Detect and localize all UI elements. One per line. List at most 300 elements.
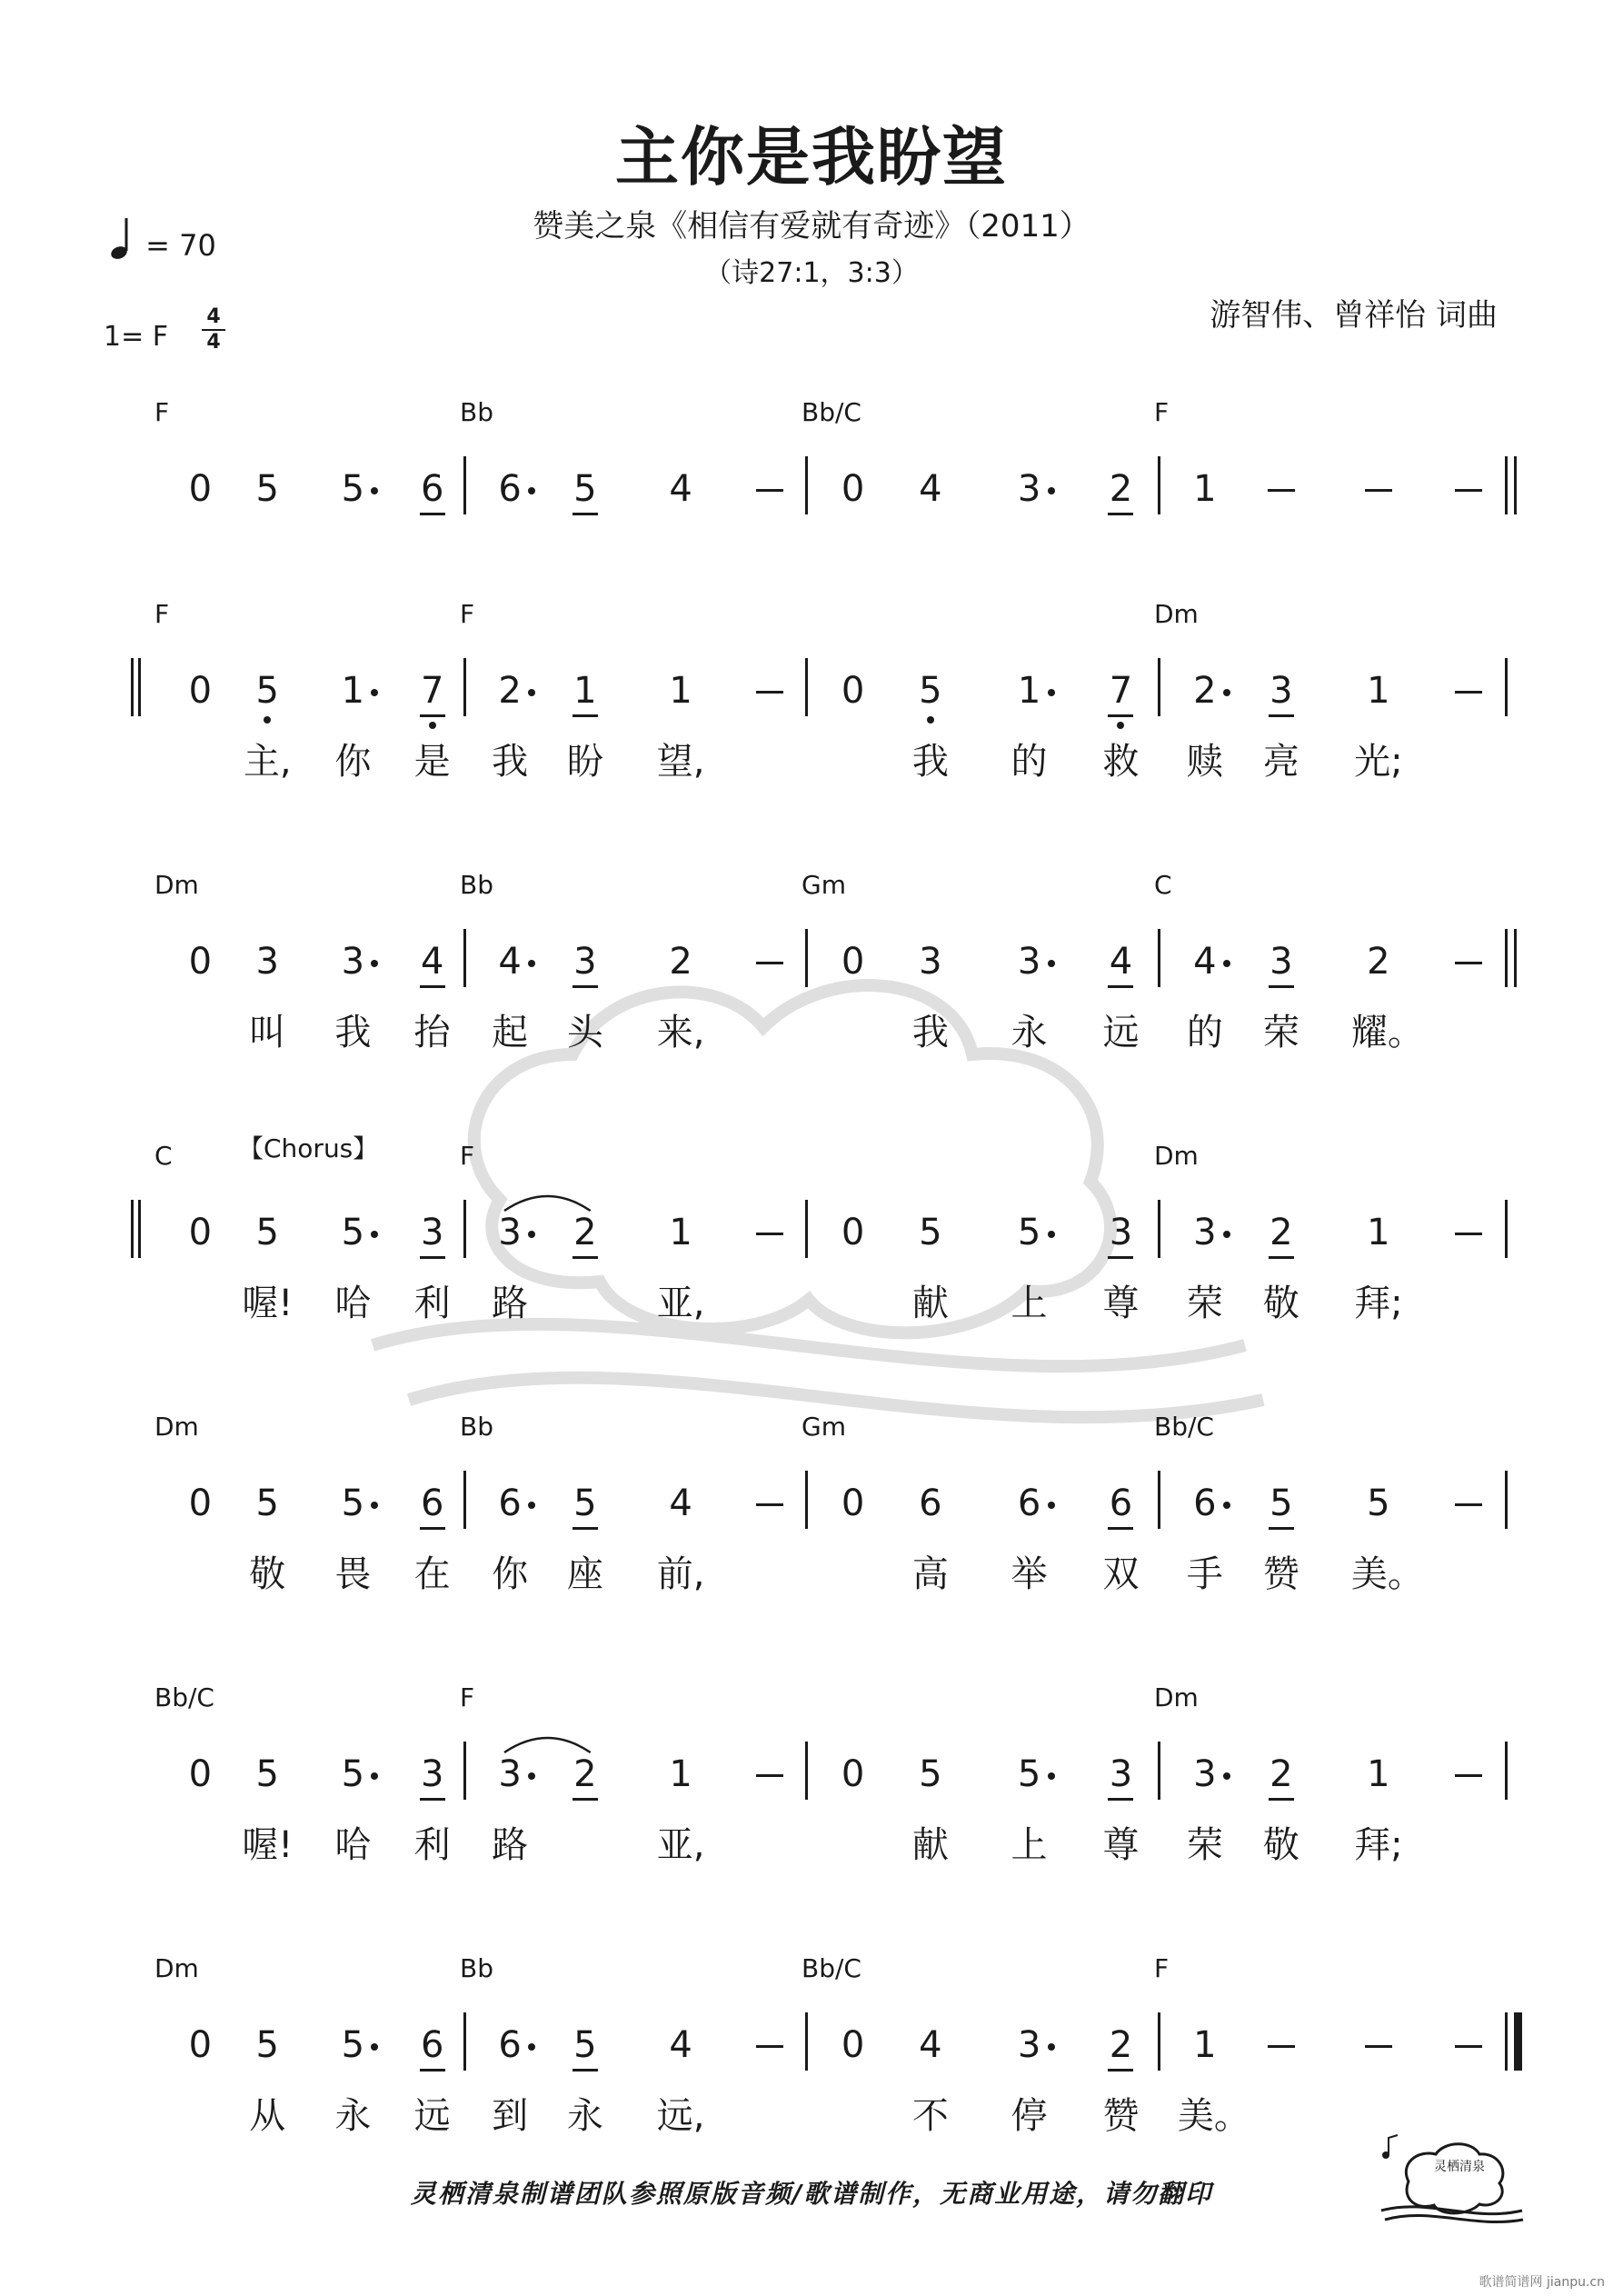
barline xyxy=(463,658,466,716)
sustain-dash xyxy=(1365,489,1392,492)
lyric-syllable: 拜; xyxy=(1354,1824,1403,1866)
note: 3 xyxy=(573,943,598,980)
chord-symbol: Bb xyxy=(460,870,493,900)
lyric-syllable: 永 xyxy=(1011,1012,1048,1053)
note: 1 xyxy=(573,673,598,709)
note: 5 xyxy=(1017,1753,1041,1795)
note: 3 xyxy=(1017,941,1041,983)
quarter-note-icon xyxy=(109,215,136,260)
lyric-syllable: 赞 xyxy=(1102,2095,1140,2137)
note: 3 xyxy=(1193,1212,1217,1253)
underline-eighth xyxy=(420,1527,445,1530)
sustain-dash xyxy=(1455,2045,1482,2048)
underline-eighth xyxy=(573,1527,598,1530)
lyric-syllable: 到 xyxy=(492,2095,529,2137)
lyric-syllable: 高 xyxy=(911,1553,949,1595)
note: 3 xyxy=(420,1756,445,1792)
note: 1 xyxy=(669,1212,692,1253)
publisher-logo xyxy=(1372,2127,1527,2231)
lyric-syllable: 远 xyxy=(413,2095,451,2137)
underline-eighth xyxy=(420,714,445,717)
chord-symbol: Gm xyxy=(802,1412,846,1442)
barline xyxy=(805,1200,808,1258)
note: 4 xyxy=(498,941,522,983)
note: 6 xyxy=(919,1482,942,1524)
lyric-syllable: 赞 xyxy=(1262,1553,1299,1595)
note: 1 xyxy=(1193,468,1217,510)
note: 6 xyxy=(1193,1482,1217,1524)
note: 1 xyxy=(669,670,692,712)
lyric-syllable: 敬 xyxy=(249,1553,286,1595)
note: 3 xyxy=(1108,1756,1133,1792)
chord-symbol: F xyxy=(460,599,475,629)
note: 2 xyxy=(1108,471,1133,507)
lyric-syllable: 献 xyxy=(911,1283,949,1324)
underline-eighth xyxy=(573,1256,598,1259)
chord-symbol: Bb/C xyxy=(154,1682,214,1712)
underline-eighth xyxy=(1269,1798,1294,1801)
note: 5 xyxy=(255,468,279,510)
chord-symbol: F xyxy=(154,599,170,629)
composer-credit: 游智伟、曾祥怡 词曲 xyxy=(1210,297,1498,334)
underline-eighth xyxy=(573,2069,598,2071)
lyric-syllable: 头 xyxy=(566,1012,603,1053)
lyric-syllable: 美。 xyxy=(1177,2095,1250,2137)
note: 1 xyxy=(1193,2024,1217,2066)
lyric-syllable: 尊 xyxy=(1102,1283,1140,1324)
chord-symbol: Dm xyxy=(154,1412,199,1442)
lyric-syllable: 光; xyxy=(1354,741,1403,783)
underline-eighth xyxy=(1108,714,1133,717)
lyric-syllable: 敬 xyxy=(1262,1824,1299,1866)
sustain-dash xyxy=(1455,1503,1482,1506)
double-barline xyxy=(1514,929,1517,987)
note: 3 xyxy=(498,1753,522,1795)
note: 3 xyxy=(1017,2024,1041,2066)
lyric-syllable: 来, xyxy=(656,1012,705,1053)
lyric-syllable: 远 xyxy=(1102,1012,1140,1053)
note: 1 xyxy=(1017,670,1041,712)
augmentation-dot xyxy=(371,1502,378,1509)
repeat-start-barline xyxy=(131,1200,134,1258)
lyric-syllable: 抬 xyxy=(413,1012,451,1053)
lyric-syllable: 畏 xyxy=(334,1553,372,1595)
lyric-syllable: 救 xyxy=(1102,741,1140,783)
barline xyxy=(1505,929,1508,987)
augmentation-dot xyxy=(528,689,535,696)
lyric-syllable: 上 xyxy=(1011,1283,1048,1324)
chord-symbol: Bb/C xyxy=(1154,1412,1214,1442)
lyric-syllable: 献 xyxy=(911,1824,949,1866)
note: 1 xyxy=(1367,670,1390,712)
chord-symbol: F xyxy=(1154,1953,1170,1983)
chord-symbol: C xyxy=(154,1141,173,1171)
barline xyxy=(1505,1200,1508,1258)
chord-symbol: Bb xyxy=(460,1412,493,1442)
augmentation-dot xyxy=(1223,1231,1230,1238)
lyric-syllable: 路 xyxy=(492,1824,529,1866)
note: 2 xyxy=(1269,1756,1294,1792)
lyric-syllable: 亚, xyxy=(656,1824,705,1866)
sustain-dash xyxy=(1455,489,1482,492)
barline xyxy=(1158,456,1160,514)
barline xyxy=(1505,1742,1508,1800)
lyric-syllable: 敬 xyxy=(1262,1283,1299,1324)
chord-symbol: Bb/C xyxy=(802,1953,861,1983)
barline xyxy=(805,1471,808,1529)
augmentation-dot xyxy=(1048,689,1055,696)
tie-slur xyxy=(501,1729,594,1756)
underline-eighth xyxy=(1269,1527,1294,1530)
sustain-dash xyxy=(756,489,783,492)
lyric-syllable: 我 xyxy=(492,741,529,783)
augmentation-dot xyxy=(528,487,535,494)
note: 4 xyxy=(420,943,445,980)
lyric-syllable: 喔! xyxy=(242,1824,294,1866)
double-barline xyxy=(1514,456,1517,514)
barline xyxy=(805,658,808,716)
lyric-syllable: 叫 xyxy=(249,1012,286,1053)
note: 1 xyxy=(1367,1212,1390,1253)
tie-slur xyxy=(501,1187,594,1214)
note: 0 xyxy=(188,2024,213,2066)
lyric-syllable: 利 xyxy=(413,1283,451,1324)
chord-symbol: Dm xyxy=(1154,1682,1199,1712)
note: 3 xyxy=(255,941,279,983)
sustain-dash xyxy=(1455,1233,1482,1235)
note: 5 xyxy=(341,1212,365,1253)
lyric-syllable: 拜; xyxy=(1354,1283,1403,1324)
lyric-syllable: 座 xyxy=(566,1553,603,1595)
note: 5 xyxy=(341,468,365,510)
sustain-dash xyxy=(1268,489,1295,492)
sustain-dash xyxy=(756,1233,783,1235)
underline-eighth xyxy=(573,513,598,515)
underline-eighth xyxy=(1108,1256,1133,1259)
note: 6 xyxy=(498,2024,522,2066)
note: 5 xyxy=(341,1482,365,1524)
site-watermark: 歌谱简谱网 jianpu.cn xyxy=(1479,2275,1605,2290)
note: 5 xyxy=(255,1482,279,1524)
lyric-syllable: 耀。 xyxy=(1350,1012,1424,1053)
note: 5 xyxy=(341,1753,365,1795)
chord-symbol: Dm xyxy=(1154,1141,1199,1171)
note: 5 xyxy=(573,471,598,507)
low-octave-dot xyxy=(429,722,436,729)
augmentation-dot xyxy=(371,2043,378,2051)
barline xyxy=(463,1200,466,1258)
barline xyxy=(1505,1471,1508,1529)
note: 3 xyxy=(1269,943,1294,980)
barline xyxy=(463,456,466,514)
barline xyxy=(1505,658,1508,716)
augmentation-dot xyxy=(528,2043,535,2051)
underline-eighth xyxy=(420,513,445,515)
underline-eighth xyxy=(1269,985,1294,988)
note: 4 xyxy=(669,1482,692,1524)
note: 2 xyxy=(573,1756,598,1792)
album-subtitle: 赞美之泉《相信有爱就有奇迹》（2011） xyxy=(533,208,1090,245)
tempo-value: = 70 xyxy=(145,228,216,263)
lyric-syllable: 亮 xyxy=(1262,741,1299,783)
lyric-syllable: 哈 xyxy=(334,1824,372,1866)
lyric-syllable: 路 xyxy=(492,1283,529,1324)
note: 0 xyxy=(841,1212,865,1253)
augmentation-dot xyxy=(528,1502,535,1509)
chord-symbol: F xyxy=(460,1141,475,1171)
time-signature xyxy=(202,307,225,353)
barline xyxy=(463,1742,466,1800)
chord-symbol: Bb/C xyxy=(802,397,861,427)
augmentation-dot xyxy=(371,1772,378,1780)
augmentation-dot xyxy=(1223,1772,1230,1780)
sustain-dash xyxy=(1365,2045,1392,2048)
barline xyxy=(1505,456,1508,514)
lyric-syllable: 我 xyxy=(911,1012,949,1053)
underline-eighth xyxy=(420,2069,445,2071)
note: 0 xyxy=(188,670,213,712)
repeat-start-barline xyxy=(138,658,141,716)
note: 6 xyxy=(1108,1485,1133,1522)
chord-symbol: C xyxy=(1154,870,1172,900)
scripture-reference: （诗27:1，3:3） xyxy=(704,257,919,289)
chord-symbol: Dm xyxy=(1154,599,1199,629)
lyric-syllable: 我 xyxy=(334,1012,372,1053)
sustain-dash xyxy=(756,691,783,694)
underline-eighth xyxy=(420,1256,445,1259)
tempo-marking xyxy=(109,215,216,263)
underline-eighth xyxy=(1269,714,1294,717)
sustain-dash xyxy=(1455,962,1482,964)
note: 0 xyxy=(188,1212,213,1253)
note: 6 xyxy=(420,1485,445,1522)
lyric-syllable: 哈 xyxy=(334,1283,372,1324)
note: 5 xyxy=(341,2024,365,2066)
augmentation-dot xyxy=(1048,1502,1055,1509)
note: 5 xyxy=(573,1485,598,1522)
low-octave-dot xyxy=(927,716,934,724)
chord-symbol: Bb xyxy=(460,1953,493,1983)
sustain-dash xyxy=(756,2045,783,2048)
note: 1 xyxy=(669,1753,692,1795)
barline xyxy=(805,456,808,514)
augmentation-dot xyxy=(1048,1231,1055,1238)
note: 5 xyxy=(919,1753,942,1795)
lyric-syllable: 永 xyxy=(334,2095,372,2137)
time-signature-top: 4 xyxy=(206,305,221,328)
barline xyxy=(463,1471,466,1529)
note: 0 xyxy=(841,468,865,510)
note: 3 xyxy=(420,1214,445,1251)
note: 6 xyxy=(420,2027,445,2063)
lyric-syllable: 是 xyxy=(413,741,451,783)
note: 3 xyxy=(919,941,942,983)
augmentation-dot xyxy=(1223,1502,1230,1509)
lyric-syllable: 喔! xyxy=(242,1283,294,1324)
sustain-dash xyxy=(1455,691,1482,694)
note: 5 xyxy=(1017,1212,1041,1253)
underline-eighth xyxy=(1108,2069,1133,2071)
lyric-syllable: 望, xyxy=(656,741,705,783)
underline-eighth xyxy=(1108,1527,1133,1530)
note: 0 xyxy=(841,1482,865,1524)
augmentation-dot xyxy=(1223,960,1230,967)
note: 3 xyxy=(1269,673,1294,709)
lyric-syllable: 荣 xyxy=(1262,1012,1299,1053)
note: 3 xyxy=(1193,1753,1217,1795)
lyric-syllable: 举 xyxy=(1011,1553,1048,1595)
chord-symbol: F xyxy=(1154,397,1170,427)
underline-eighth xyxy=(1108,985,1133,988)
lyric-syllable: 从 xyxy=(249,2095,286,2137)
note: 2 xyxy=(498,670,522,712)
note: 5 xyxy=(255,2024,279,2066)
sustain-dash xyxy=(756,1503,783,1506)
note: 7 xyxy=(420,673,445,709)
note: 3 xyxy=(341,941,365,983)
note: 0 xyxy=(188,1482,213,1524)
note: 6 xyxy=(1017,1482,1041,1524)
logo-text: 灵栖清泉 xyxy=(1434,2160,1485,2174)
augmentation-dot xyxy=(1048,1772,1055,1780)
lyric-syllable: 前, xyxy=(656,1553,705,1595)
section-label-chorus: 【Chorus】 xyxy=(238,1133,379,1163)
underline-eighth xyxy=(1108,1798,1133,1801)
lyric-syllable: 在 xyxy=(413,1553,451,1595)
barline xyxy=(805,2012,808,2071)
lyric-syllable: 手 xyxy=(1186,1553,1223,1595)
sustain-dash xyxy=(756,962,783,964)
underline-eighth xyxy=(420,985,445,988)
note: 4 xyxy=(669,468,692,510)
augmentation-dot xyxy=(1223,689,1230,696)
repeat-start-barline xyxy=(138,1200,141,1258)
underline-eighth xyxy=(1269,1256,1294,1259)
note: 0 xyxy=(841,670,865,712)
augmentation-dot xyxy=(528,1772,535,1780)
barline xyxy=(463,929,466,987)
time-signature-bottom: 4 xyxy=(206,331,221,354)
note: 3 xyxy=(1108,1214,1133,1251)
note: 5 xyxy=(918,673,943,709)
note: 5 xyxy=(919,1212,942,1253)
sustain-dash xyxy=(756,1774,783,1777)
sheep-logo-icon xyxy=(1372,2127,1527,2227)
chord-symbol: Dm xyxy=(154,870,199,900)
lyric-syllable: 盼 xyxy=(566,741,603,783)
note: 1 xyxy=(1367,1753,1390,1795)
underline-eighth xyxy=(573,714,598,717)
barline xyxy=(805,1742,808,1800)
note: 5 xyxy=(1367,1482,1390,1524)
lyric-syllable: 的 xyxy=(1186,1012,1223,1053)
note: 4 xyxy=(669,2024,692,2066)
barline xyxy=(1505,2012,1508,2071)
note: 2 xyxy=(1269,1214,1294,1251)
lyric-syllable: 双 xyxy=(1102,1553,1140,1595)
sustain-dash xyxy=(1268,2045,1295,2048)
note: 7 xyxy=(1108,673,1133,709)
lyric-syllable: 不 xyxy=(911,2095,949,2137)
barline xyxy=(805,929,808,987)
note: 4 xyxy=(1193,941,1217,983)
chord-symbol: Bb xyxy=(460,397,493,427)
lyric-syllable: 远, xyxy=(656,2095,705,2137)
lyric-syllable: 的 xyxy=(1011,741,1048,783)
lyric-syllable: 你 xyxy=(334,741,372,783)
note: 0 xyxy=(188,941,213,983)
lyric-syllable: 永 xyxy=(566,2095,603,2137)
barline xyxy=(463,2012,466,2071)
note: 6 xyxy=(498,468,522,510)
lyric-syllable: 你 xyxy=(492,1553,529,1595)
key-signature: 1= F xyxy=(104,321,169,353)
lyric-syllable: 荣 xyxy=(1186,1283,1223,1324)
barline xyxy=(1158,1471,1160,1529)
copyright-footer: 灵栖清泉制谱团队参照原版音频/歌谱制作，无商业用途，请勿翻印 xyxy=(410,2179,1213,2209)
lyric-syllable: 主, xyxy=(243,741,292,783)
chord-symbol: F xyxy=(460,1682,475,1712)
lyric-syllable: 亚, xyxy=(656,1283,705,1324)
note: 6 xyxy=(420,471,445,507)
note: 2 xyxy=(573,1214,598,1251)
note: 3 xyxy=(498,1212,522,1253)
note: 5 xyxy=(255,1753,279,1795)
chord-symbol: F xyxy=(154,397,170,427)
note: 3 xyxy=(1017,468,1041,510)
lyric-syllable: 赎 xyxy=(1186,741,1223,783)
lyric-syllable: 尊 xyxy=(1102,1824,1140,1866)
note: 5 xyxy=(573,2027,598,2063)
underline-eighth xyxy=(420,1798,445,1801)
note: 0 xyxy=(841,941,865,983)
augmentation-dot xyxy=(1048,2043,1055,2051)
lyric-syllable: 利 xyxy=(413,1824,451,1866)
lyric-syllable: 起 xyxy=(492,1012,529,1053)
underline-eighth xyxy=(573,1798,598,1801)
lyric-syllable: 荣 xyxy=(1186,1824,1223,1866)
low-octave-dot xyxy=(1117,722,1124,729)
note: 0 xyxy=(188,1753,213,1795)
note: 0 xyxy=(188,468,213,510)
low-octave-dot xyxy=(264,716,271,724)
note: 0 xyxy=(841,1753,865,1795)
barline xyxy=(1158,1742,1160,1800)
note: 5 xyxy=(254,673,280,709)
lyric-syllable: 上 xyxy=(1011,1824,1048,1866)
augmentation-dot xyxy=(371,487,378,494)
lyric-syllable: 我 xyxy=(911,741,949,783)
augmentation-dot xyxy=(1048,487,1055,494)
note: 2 xyxy=(1367,941,1390,983)
chord-symbol: Dm xyxy=(154,1953,199,1983)
note: 4 xyxy=(919,2024,942,2066)
note: 2 xyxy=(1193,670,1217,712)
note: 2 xyxy=(1108,2027,1133,2063)
barline xyxy=(1158,1200,1160,1258)
sustain-dash xyxy=(1455,1774,1482,1777)
augmentation-dot xyxy=(371,689,378,696)
underline-eighth xyxy=(573,985,598,988)
song-title: 主你是我盼望 xyxy=(615,120,1008,195)
sheep-watermark-icon xyxy=(336,870,1290,1436)
note: 4 xyxy=(919,468,942,510)
note: 2 xyxy=(669,941,692,983)
barline xyxy=(1158,929,1160,987)
note: 5 xyxy=(255,1212,279,1253)
augmentation-dot xyxy=(1048,960,1055,967)
final-barline xyxy=(1514,2012,1522,2071)
